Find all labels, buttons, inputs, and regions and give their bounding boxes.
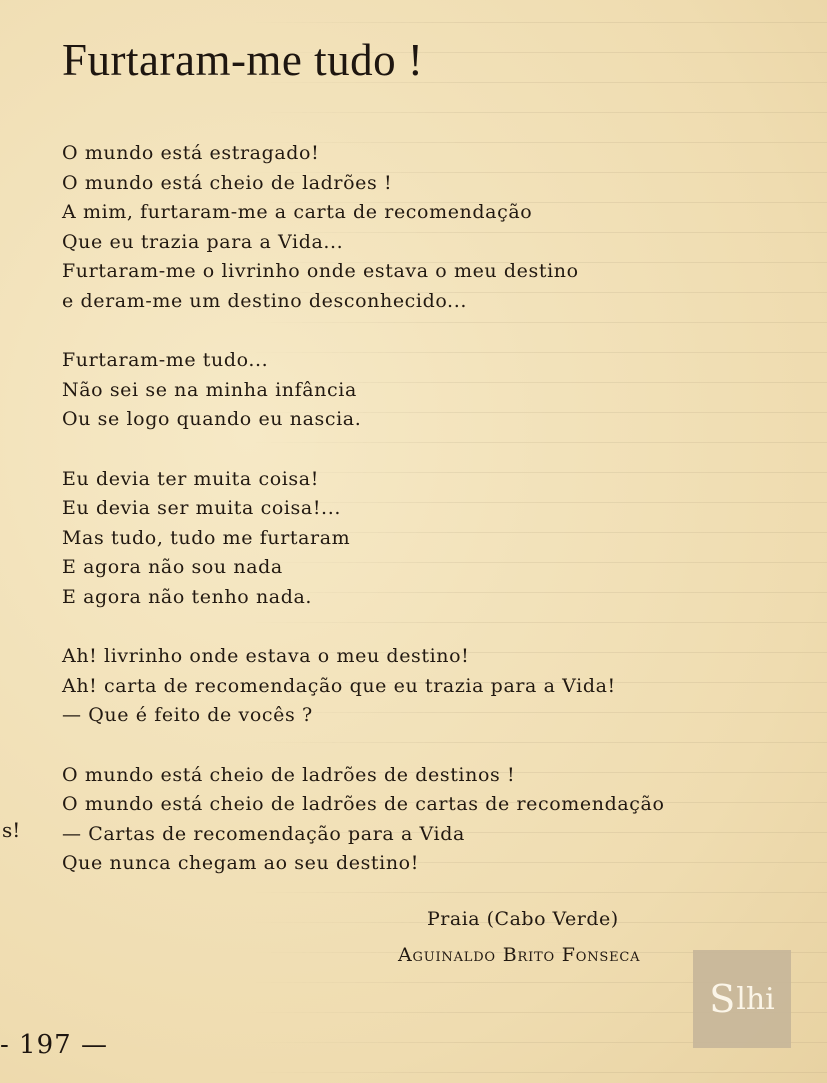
poem-line: e deram-me um destino desconhecido... bbox=[62, 289, 467, 312]
poem-line: Furtaram-me o livrinho onde estava o meu destino bbox=[62, 260, 579, 282]
poem-line: — Que é feito de vocês ? bbox=[62, 704, 313, 726]
watermark-logo-icon: S lhi bbox=[693, 950, 791, 1048]
poem-line: E agora não tenho nada. bbox=[62, 585, 313, 608]
poem-line: A mim, furtaram-me a carta de recomendação bbox=[62, 201, 533, 223]
poem-line: Mas tudo, tudo me furtaram bbox=[62, 526, 351, 549]
stanza-1 bbox=[62, 139, 762, 316]
poem-line: Ah! livrinho onde estava o meu destino! bbox=[62, 645, 470, 667]
poem-line: O mundo está cheio de ladrões ! bbox=[62, 171, 393, 194]
poem-title: Furtaram-me tudo ! bbox=[62, 35, 424, 85]
poem-line: Furtaram-me tudo... bbox=[62, 349, 269, 371]
poem-line: O mundo está cheio de ladrões de destinos ! bbox=[62, 763, 516, 786]
poem-line: O mundo está estragado! bbox=[62, 142, 320, 164]
poem-line: Ah! carta de recomendação que eu trazia para a Vida! bbox=[62, 674, 616, 697]
stanza-4 bbox=[62, 642, 762, 731]
poem-line: Eu devia ter muita coisa! bbox=[62, 467, 319, 490]
stanza-3 bbox=[62, 465, 762, 613]
place-signature: Praia (Cabo Verde) bbox=[427, 908, 619, 930]
stanza-2 bbox=[62, 346, 762, 435]
poem-body bbox=[62, 139, 762, 909]
author-name: Aguinaldo Brito Fonseca bbox=[398, 944, 641, 966]
poem-line: Não sei se na minha infância bbox=[62, 378, 357, 401]
stanza-5 bbox=[62, 761, 762, 879]
poem-line: Ou se logo quando eu nascia. bbox=[62, 408, 362, 430]
poem-line: E agora não sou nada bbox=[62, 556, 283, 578]
page-number: - 197 — bbox=[0, 1030, 108, 1060]
poem-line: Que eu trazia para a Vida... bbox=[62, 230, 344, 253]
margin-fragment: s! bbox=[2, 818, 21, 842]
poem-line: — Cartas de recomendação para a Vida bbox=[62, 822, 465, 845]
poem-line: Que nunca chegam ao seu destino! bbox=[62, 852, 419, 874]
poem-line: Eu devia ser muita coisa!... bbox=[62, 497, 341, 519]
poem-line: O mundo está cheio de ladrões de cartas de recomendação bbox=[62, 793, 665, 815]
